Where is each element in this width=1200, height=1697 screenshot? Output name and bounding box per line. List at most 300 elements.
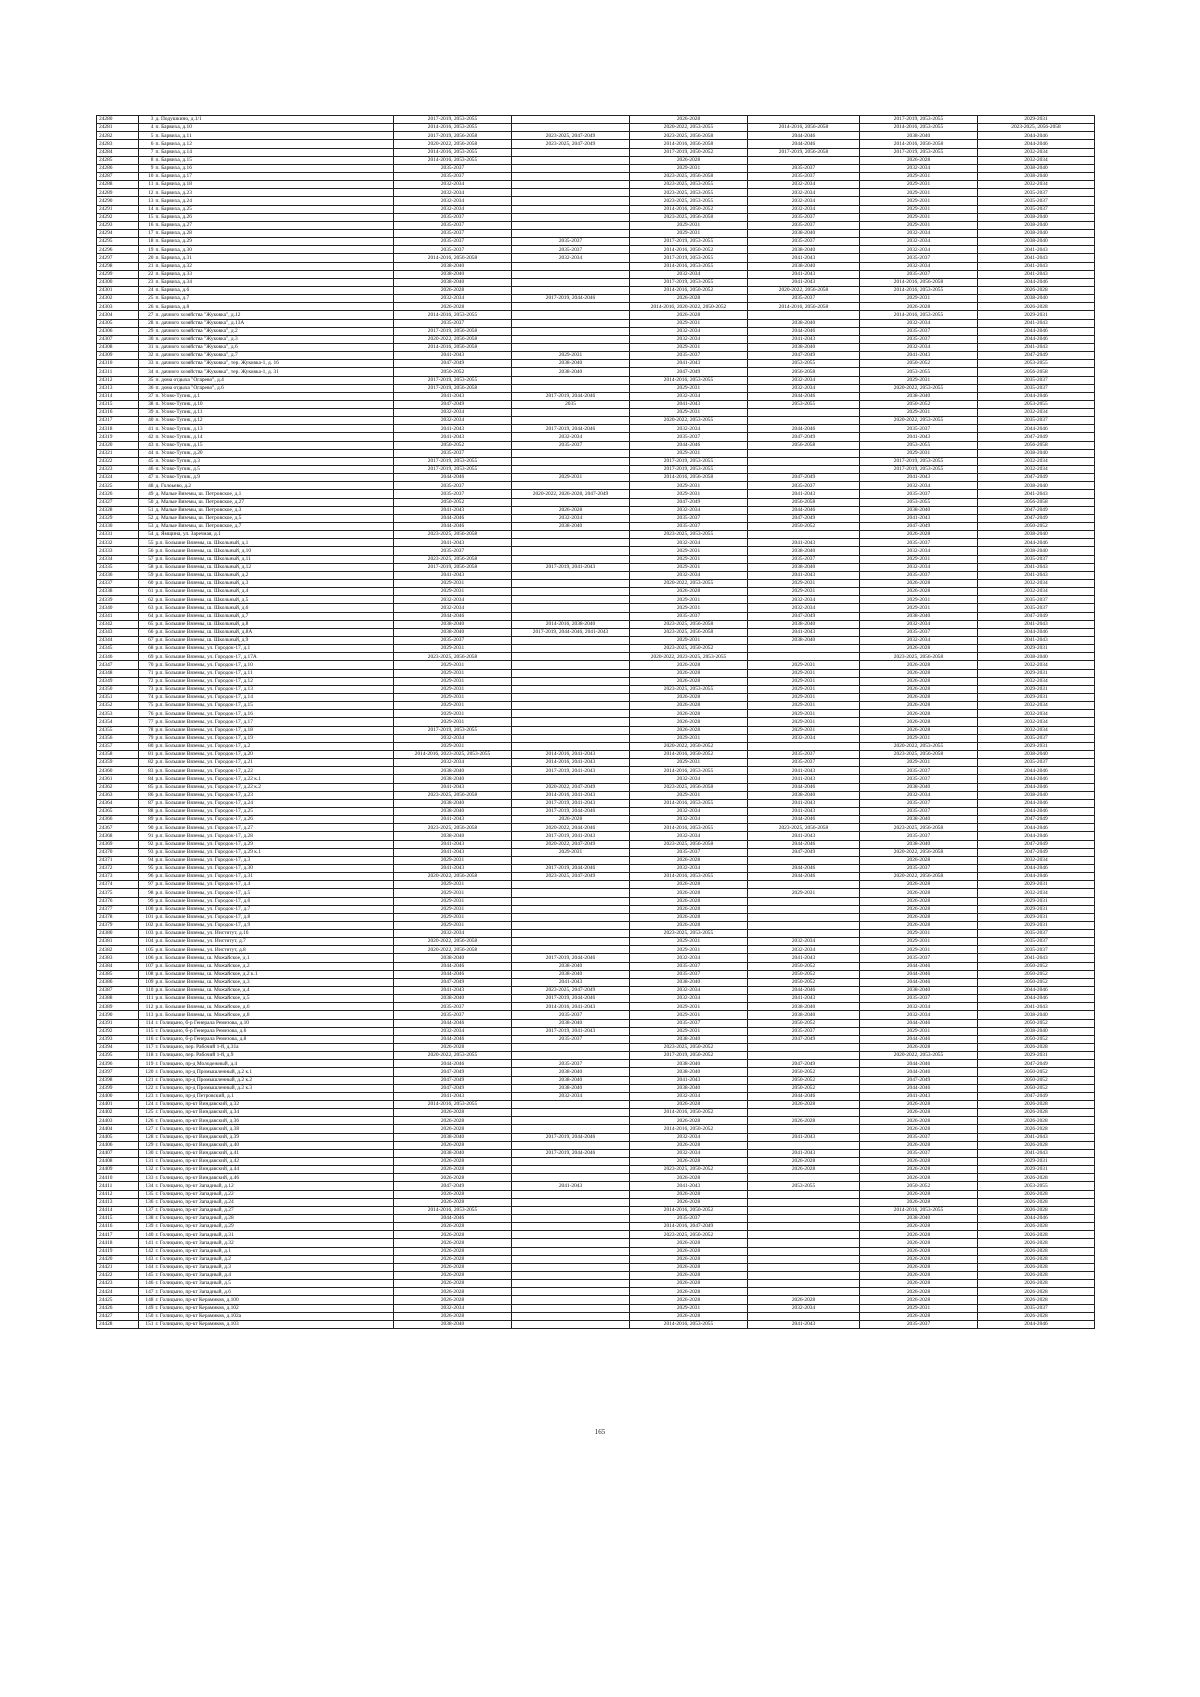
period-col-2-cell: 2014-2016, 2041-2043 <box>512 1003 630 1011</box>
period-col-3-cell: 2029-2031 <box>630 229 748 237</box>
table-row <box>97 474 1095 482</box>
table-row <box>97 1312 1095 1320</box>
period-col-4-cell: 2026-2028 <box>748 1158 860 1166</box>
row-number-cell: 18 <box>139 238 155 246</box>
address-cell: п. Барвиха, д.30 <box>155 246 394 254</box>
address-cell: г. Голицыно, пр-кт Западный, д.2 <box>155 1255 394 1263</box>
period-col-3-cell: 2026-2028 <box>630 1101 748 1109</box>
table-row <box>97 685 1095 693</box>
period-col-1-cell: 2017-2019, 2053-2055 <box>394 726 512 734</box>
period-col-5-cell: 2020-2022, 2053-2055 <box>860 417 978 425</box>
period-col-6-cell: 2044-2046 <box>978 995 1095 1003</box>
period-col-1-cell: 2044-2046 <box>394 474 512 482</box>
period-col-5-cell: 2029-2031 <box>860 376 978 384</box>
period-col-5-cell: 2053-2055 <box>860 441 978 449</box>
period-col-5-cell: 2035-2037 <box>860 954 978 962</box>
period-col-6-cell: 2041-2043 <box>978 319 1095 327</box>
address-cell: п. Барвиха, д.17 <box>155 172 394 180</box>
row-code-cell: 24386 <box>97 978 139 986</box>
period-col-4-cell <box>748 930 860 938</box>
table-row <box>97 563 1095 571</box>
period-col-4-cell <box>748 1044 860 1052</box>
row-number-cell: 135 <box>139 1190 155 1198</box>
period-col-4-cell: 2050-2052 <box>748 523 860 531</box>
period-col-3-cell: 2032-2034 <box>630 425 748 433</box>
period-col-2-cell <box>512 1101 630 1109</box>
period-col-5-cell: 2035-2037 <box>860 490 978 498</box>
period-col-4-cell: 2038-2040 <box>748 319 860 327</box>
row-code-cell: 24326 <box>97 490 139 498</box>
period-col-5-cell: 2026-2028 <box>860 1109 978 1117</box>
period-col-6-cell: 2032-2034 <box>978 409 1095 417</box>
period-col-6-cell: 2044-2046 <box>978 799 1095 807</box>
row-number-cell: 132 <box>139 1166 155 1174</box>
table-row <box>97 1280 1095 1288</box>
period-col-2-cell <box>512 164 630 172</box>
period-col-3-cell: 2026-2028 <box>630 710 748 718</box>
row-code-cell: 24354 <box>97 718 139 726</box>
period-col-2-cell <box>512 905 630 913</box>
period-col-5-cell: 2032-2034 <box>860 547 978 555</box>
period-col-4-cell: 2029-2031 <box>748 702 860 710</box>
row-code-cell: 24314 <box>97 392 139 400</box>
period-col-6-cell: 2026-2028 <box>978 1271 1095 1279</box>
period-col-4-cell <box>748 531 860 539</box>
row-number-cell: 84 <box>139 775 155 783</box>
row-code-cell: 24401 <box>97 1101 139 1109</box>
row-code-cell: 24344 <box>97 637 139 645</box>
period-col-4-cell: 2041-2043 <box>748 1320 860 1328</box>
period-col-5-cell: 2038-2040 <box>860 783 978 791</box>
period-col-3-cell: 2014-2016, 2050-2052 <box>630 1125 748 1133</box>
row-code-cell: 24316 <box>97 409 139 417</box>
period-col-3-cell: 2029-2031 <box>630 1011 748 1019</box>
period-col-3-cell: 2026-2028 <box>630 1255 748 1263</box>
row-code-cell: 24341 <box>97 612 139 620</box>
period-col-4-cell <box>748 466 860 474</box>
period-col-1-cell: 2020-2022, 2056-2058 <box>394 873 512 881</box>
period-col-6-cell: 2026-2028 <box>978 1223 1095 1231</box>
table-row <box>97 1035 1095 1043</box>
period-col-3-cell: 2032-2034 <box>630 807 748 815</box>
table-row <box>97 1011 1095 1019</box>
period-col-5-cell: 2026-2028 <box>860 693 978 701</box>
table-row <box>97 132 1095 140</box>
period-col-6-cell: 2044-2046 <box>978 425 1095 433</box>
period-col-2-cell <box>512 1255 630 1263</box>
period-col-4-cell: 2041-2043 <box>748 539 860 547</box>
period-col-5-cell: 2032-2034 <box>860 238 978 246</box>
period-col-3-cell: 2023-2025, 2053-2055 <box>630 930 748 938</box>
period-col-5-cell: 2032-2034 <box>860 637 978 645</box>
table-row <box>97 596 1095 604</box>
address-cell: р.п. Большие Вяземы, ул. Городок-17, д.22 к.1 <box>155 775 394 783</box>
period-col-5-cell: 2017-2019, 2053-2055 <box>860 116 978 124</box>
address-cell: р.п. Большие Вяземы, ш. Можайское, д.8 <box>155 1011 394 1019</box>
address-cell: п. Барвиха, д.31 <box>155 254 394 262</box>
period-col-1-cell: 2017-2019, 2053-2055 <box>394 457 512 465</box>
period-col-5-cell: 2026-2028 <box>860 1044 978 1052</box>
period-col-1-cell: 2044-2046 <box>394 1019 512 1027</box>
period-col-4-cell: 2038-2040 <box>748 343 860 351</box>
period-col-5-cell: 2035-2037 <box>860 254 978 262</box>
period-col-5-cell: 2044-2046 <box>860 1068 978 1076</box>
period-col-2-cell <box>512 547 630 555</box>
row-number-cell: 134 <box>139 1182 155 1190</box>
period-col-4-cell: 2032-2034 <box>748 1304 860 1312</box>
period-col-4-cell: 2014-2016, 2056-2058 <box>748 303 860 311</box>
period-col-2-cell <box>512 417 630 425</box>
period-col-1-cell: 2038-2040 <box>394 1149 512 1157</box>
row-code-cell: 24394 <box>97 1044 139 1052</box>
period-col-2-cell: 2017-2019, 2041-2043 <box>512 767 630 775</box>
period-col-3-cell: 2014-2016, 2047-2049 <box>630 1223 748 1231</box>
period-col-4-cell: 2041-2043 <box>748 799 860 807</box>
period-col-6-cell: 2029-2031 <box>978 1052 1095 1060</box>
period-col-6-cell: 2032-2034 <box>978 710 1095 718</box>
table-row <box>97 181 1095 189</box>
row-code-cell: 24361 <box>97 775 139 783</box>
row-number-cell: 26 <box>139 303 155 311</box>
period-col-1-cell: 2026-2028 <box>394 1141 512 1149</box>
period-col-5-cell: 2023-2025, 2056-2058 <box>860 653 978 661</box>
period-col-5-cell: 2023-2025, 2056-2058 <box>860 750 978 758</box>
period-col-1-cell: 2035-2037 <box>394 547 512 555</box>
period-col-1-cell: 2026-2028 <box>394 1231 512 1239</box>
row-number-cell: 38 <box>139 400 155 408</box>
period-col-6-cell: 2026-2028 <box>978 1125 1095 1133</box>
period-col-1-cell: 2029-2031 <box>394 661 512 669</box>
period-col-4-cell: 2044-2046 <box>748 132 860 140</box>
table-row <box>97 327 1095 335</box>
schedule-table <box>96 115 1095 1329</box>
period-col-2-cell <box>512 596 630 604</box>
period-col-2-cell <box>512 1288 630 1296</box>
period-col-3-cell: 2032-2034 <box>630 1149 748 1157</box>
period-col-3-cell: 2023-2025, 2053-2055 <box>630 181 748 189</box>
period-col-2-cell <box>512 1052 630 1060</box>
period-col-5-cell: 2044-2046 <box>860 978 978 986</box>
period-col-5-cell: 2026-2028 <box>860 881 978 889</box>
table-row <box>97 286 1095 294</box>
period-col-5-cell: 2026-2028 <box>860 1101 978 1109</box>
period-col-5-cell: 2035-2037 <box>860 539 978 547</box>
row-code-cell: 24280 <box>97 116 139 124</box>
period-col-5-cell: 2026-2028 <box>860 1198 978 1206</box>
period-col-5-cell: 2035-2037 <box>860 1133 978 1141</box>
period-col-1-cell: 2032-2034 <box>394 759 512 767</box>
period-col-4-cell: 2041-2043 <box>748 807 860 815</box>
period-col-5-cell: 2029-2031 <box>860 221 978 229</box>
period-col-5-cell: 2017-2019, 2053-2055 <box>860 148 978 156</box>
period-col-6-cell: 2044-2046 <box>978 327 1095 335</box>
row-code-cell: 24404 <box>97 1125 139 1133</box>
period-col-5-cell: 2035-2037 <box>860 628 978 636</box>
period-col-5-cell: 2035-2037 <box>860 425 978 433</box>
period-col-1-cell: 2026-2028 <box>394 303 512 311</box>
period-col-3-cell: 2026-2028 <box>630 1141 748 1149</box>
row-code-cell: 24364 <box>97 799 139 807</box>
period-col-3-cell: 2026-2028 <box>630 1117 748 1125</box>
table-row <box>97 734 1095 742</box>
row-code-cell: 24425 <box>97 1296 139 1304</box>
period-col-2-cell: 2038-2040 <box>512 1068 630 1076</box>
table-row <box>97 620 1095 628</box>
row-number-cell: 126 <box>139 1117 155 1125</box>
row-code-cell: 24327 <box>97 498 139 506</box>
period-col-3-cell: 2026-2028 <box>630 1198 748 1206</box>
period-col-2-cell <box>512 1174 630 1182</box>
period-col-5-cell: 2041-2043 <box>860 474 978 482</box>
period-col-1-cell: 2026-2028 <box>394 1174 512 1182</box>
table-row <box>97 1141 1095 1149</box>
period-col-3-cell: 2038-2040 <box>630 1084 748 1092</box>
row-number-cell: 136 <box>139 1198 155 1206</box>
period-col-3-cell: 2032-2034 <box>630 571 748 579</box>
period-col-2-cell <box>512 311 630 319</box>
address-cell: р.п. Большие Вяземы, ш. Можайское, д.1 <box>155 954 394 962</box>
address-cell: п. Барвиха, д.14 <box>155 148 394 156</box>
period-col-6-cell: 2026-2028 <box>978 1198 1095 1206</box>
period-col-2-cell: 2029-2031 <box>512 474 630 482</box>
period-col-1-cell: 2026-2028 <box>394 1247 512 1255</box>
period-col-5-cell: 2053-2055 <box>860 498 978 506</box>
period-col-5-cell: 2035-2037 <box>860 799 978 807</box>
row-number-cell: 129 <box>139 1141 155 1149</box>
period-col-5-cell: 2029-2031 <box>860 409 978 417</box>
table-row <box>97 1182 1095 1190</box>
table-row <box>97 612 1095 620</box>
period-col-2-cell: 2014-2016, 2041-2043 <box>512 759 630 767</box>
period-col-5-cell: 2026-2028 <box>860 921 978 929</box>
table-body <box>97 116 1095 1329</box>
address-cell: р.п. Большие Вяземы, ул. Городок-17, д.31 <box>155 873 394 881</box>
row-code-cell: 24290 <box>97 197 139 205</box>
period-col-2-cell <box>512 1263 630 1271</box>
period-col-6-cell: 2056-2058 <box>978 368 1095 376</box>
row-code-cell: 24351 <box>97 693 139 701</box>
period-col-1-cell: 2032-2034 <box>394 734 512 742</box>
period-col-6-cell: 2044-2046 <box>978 767 1095 775</box>
period-col-4-cell <box>748 897 860 905</box>
period-col-2-cell <box>512 726 630 734</box>
period-col-6-cell: 2035-2037 <box>978 930 1095 938</box>
address-cell: п. Барвиха, д.26 <box>155 213 394 221</box>
period-col-1-cell: 2047-2049 <box>394 1076 512 1084</box>
period-col-6-cell: 2044-2046 <box>978 1320 1095 1328</box>
period-col-4-cell: 2053-2055 <box>748 360 860 368</box>
period-col-6-cell: 2035-2037 <box>978 197 1095 205</box>
period-col-2-cell <box>512 612 630 620</box>
row-code-cell: 24307 <box>97 335 139 343</box>
period-col-2-cell <box>512 327 630 335</box>
address-cell: р.п. Большие Вяземы, ш. Школьный, д.4 <box>155 588 394 596</box>
period-col-3-cell: 2026-2028 <box>630 1239 748 1247</box>
row-number-cell: 34 <box>139 368 155 376</box>
row-code-cell: 24315 <box>97 400 139 408</box>
period-col-2-cell <box>512 1117 630 1125</box>
address-cell: г. Голицыно, пр-кт Западный, д.29 <box>155 1223 394 1231</box>
period-col-6-cell: 2038-2040 <box>978 482 1095 490</box>
period-col-4-cell <box>748 1255 860 1263</box>
period-col-1-cell: 2035-2037 <box>394 1003 512 1011</box>
row-number-cell: 72 <box>139 677 155 685</box>
period-col-2-cell: 2020-2022, 2026-2028, 2047-2049 <box>512 490 630 498</box>
table-row <box>97 1027 1095 1035</box>
period-col-1-cell: 2014-2016, 2053-2055 <box>394 1101 512 1109</box>
table-row <box>97 1223 1095 1231</box>
period-col-3-cell: 2014-2016, 2050-2052 <box>630 1206 748 1214</box>
period-col-4-cell: 2035-2037 <box>748 238 860 246</box>
address-cell: п. Усово-Тупик, д.5 <box>155 466 394 474</box>
period-col-5-cell: 2026-2028 <box>860 1223 978 1231</box>
row-code-cell: 24336 <box>97 571 139 579</box>
period-col-5-cell: 2035-2037 <box>860 775 978 783</box>
table-row <box>97 970 1095 978</box>
row-code-cell: 24321 <box>97 449 139 457</box>
table-row <box>97 1068 1095 1076</box>
address-cell: г. Голицыно, пр-кт Керамиков, д.103 <box>155 1320 394 1328</box>
table-row <box>97 1247 1095 1255</box>
period-col-4-cell <box>748 913 860 921</box>
period-col-2-cell <box>512 693 630 701</box>
period-col-1-cell: 2047-2049 <box>394 1182 512 1190</box>
period-col-4-cell: 2044-2046 <box>748 840 860 848</box>
address-cell: р.п. Большие Вяземы, ш. Можайское, д.4 <box>155 987 394 995</box>
row-code-cell: 24350 <box>97 685 139 693</box>
period-col-4-cell: 2029-2031 <box>748 685 860 693</box>
row-code-cell: 24343 <box>97 628 139 636</box>
period-col-3-cell: 2029-2031 <box>630 384 748 392</box>
period-col-4-cell: 2050-2052 <box>748 970 860 978</box>
period-col-2-cell: 2017-2019, 2041-2043 <box>512 1027 630 1035</box>
period-col-2-cell: 2017-2019, 2041-2043 <box>512 832 630 840</box>
period-col-1-cell: 2041-2043 <box>394 425 512 433</box>
address-cell: р.п. Большие Вяземы, ул. Городок-17, д.16 <box>155 710 394 718</box>
row-code-cell: 24397 <box>97 1068 139 1076</box>
period-col-1-cell: 2032-2034 <box>394 417 512 425</box>
address-cell: р.п. Большие Вяземы, ул. Городок-17, д.23 <box>155 791 394 799</box>
table-row <box>97 1231 1095 1239</box>
address-cell: р.п. Большие Вяземы, ул. Городок-17, д.21 <box>155 759 394 767</box>
period-col-4-cell: 2038-2040 <box>748 1003 860 1011</box>
period-col-6-cell: 2026-2028 <box>978 286 1095 294</box>
period-col-3-cell: 2023-2025, 2056-2058 <box>630 783 748 791</box>
address-cell: г. Голицыно, пер. Рабочий 1-й, д.9 <box>155 1052 394 1060</box>
period-col-1-cell: 2038-2040 <box>394 799 512 807</box>
period-col-3-cell: 2026-2028 <box>630 856 748 864</box>
address-cell: р.п. Большие Вяземы, ул. Городок-17, д.17 <box>155 718 394 726</box>
row-number-cell: 88 <box>139 807 155 815</box>
period-col-2-cell <box>512 172 630 180</box>
period-col-1-cell: 2038-2040 <box>394 620 512 628</box>
period-col-3-cell: 2032-2034 <box>630 816 748 824</box>
address-cell: г. Голицыно, пр-кт Виндавский, д.46 <box>155 1174 394 1182</box>
row-number-cell: 44 <box>139 449 155 457</box>
period-col-6-cell: 2038-2040 <box>978 531 1095 539</box>
period-col-1-cell: 2044-2046 <box>394 970 512 978</box>
address-cell: г. Голицыно, пр-кт Виндавский, д.44 <box>155 1166 394 1174</box>
period-col-5-cell: 2014-2016, 2053-2055 <box>860 286 978 294</box>
row-number-cell: 102 <box>139 921 155 929</box>
period-col-2-cell <box>512 181 630 189</box>
period-col-2-cell: 2017-2019, 2044-2046 <box>512 1133 630 1141</box>
row-number-cell: 56 <box>139 547 155 555</box>
period-col-1-cell: 2038-2040 <box>394 807 512 815</box>
period-col-6-cell: 2047-2049 <box>978 816 1095 824</box>
period-col-5-cell: 2029-2031 <box>860 205 978 213</box>
period-col-4-cell: 2044-2046 <box>748 327 860 335</box>
row-code-cell: 24413 <box>97 1198 139 1206</box>
period-col-1-cell: 2026-2028 <box>394 1263 512 1271</box>
row-number-cell: 111 <box>139 995 155 1003</box>
period-col-4-cell: 2029-2031 <box>748 661 860 669</box>
period-col-1-cell: 2032-2034 <box>394 197 512 205</box>
period-col-2-cell <box>512 1109 630 1117</box>
period-col-4-cell <box>748 1247 860 1255</box>
address-cell: п. дачного хозяйства "Жуковка", д.2 <box>155 327 394 335</box>
period-col-2-cell: 2035-2037 <box>512 1060 630 1068</box>
period-col-6-cell: 2035-2037 <box>978 417 1095 425</box>
address-cell: п. дачного хозяйства "Жуковка", д.6 <box>155 343 394 351</box>
row-number-cell: 125 <box>139 1109 155 1117</box>
period-col-1-cell: 2029-2031 <box>394 693 512 701</box>
period-col-1-cell: 2035-2037 <box>394 1011 512 1019</box>
row-code-cell: 24407 <box>97 1149 139 1157</box>
table-row <box>97 750 1095 758</box>
row-code-cell: 24301 <box>97 286 139 294</box>
row-code-cell: 24329 <box>97 514 139 522</box>
row-code-cell: 24426 <box>97 1304 139 1312</box>
row-number-cell: 16 <box>139 221 155 229</box>
row-code-cell: 24414 <box>97 1206 139 1214</box>
period-col-4-cell <box>748 1214 860 1222</box>
period-col-4-cell: 2035-2037 <box>748 295 860 303</box>
period-col-3-cell: 2014-2016, 2050-2052 <box>630 246 748 254</box>
period-col-4-cell: 2041-2043 <box>748 490 860 498</box>
row-number-cell: 93 <box>139 848 155 856</box>
row-number-cell: 150 <box>139 1312 155 1320</box>
period-col-6-cell: 2026-2028 <box>978 1101 1095 1109</box>
period-col-6-cell: 2032-2034 <box>978 156 1095 164</box>
table-row <box>97 897 1095 905</box>
period-col-3-cell: 2026-2028 <box>630 669 748 677</box>
period-col-3-cell: 2026-2028 <box>630 921 748 929</box>
period-col-1-cell: 2026-2028 <box>394 286 512 294</box>
address-cell: г. Голицыно, пр-кт Керамиков, д.102а <box>155 1312 394 1320</box>
period-col-5-cell: 2035-2037 <box>860 864 978 872</box>
row-number-cell: 149 <box>139 1304 155 1312</box>
period-col-4-cell: 2038-2040 <box>748 563 860 571</box>
row-number-cell: 47 <box>139 474 155 482</box>
period-col-1-cell: 2035-2037 <box>394 213 512 221</box>
row-number-cell: 51 <box>139 506 155 514</box>
period-col-5-cell: 2029-2031 <box>860 938 978 946</box>
period-col-2-cell <box>512 1044 630 1052</box>
address-cell: д. Малые Вяземы, ш. Петровское, д.3 <box>155 506 394 514</box>
table-row <box>97 873 1095 881</box>
period-col-5-cell: 2020-2022, 2053-2055 <box>860 384 978 392</box>
period-col-2-cell <box>512 229 630 237</box>
period-col-4-cell: 2050-2052 <box>748 1019 860 1027</box>
row-code-cell: 24323 <box>97 466 139 474</box>
period-col-2-cell <box>512 116 630 124</box>
period-col-3-cell: 2023-2025, 2050-2052 <box>630 1166 748 1174</box>
row-number-cell: 151 <box>139 1320 155 1328</box>
row-code-cell: 24352 <box>97 702 139 710</box>
period-col-4-cell <box>748 1052 860 1060</box>
period-col-5-cell: 2020-2022, 2056-2058 <box>860 848 978 856</box>
